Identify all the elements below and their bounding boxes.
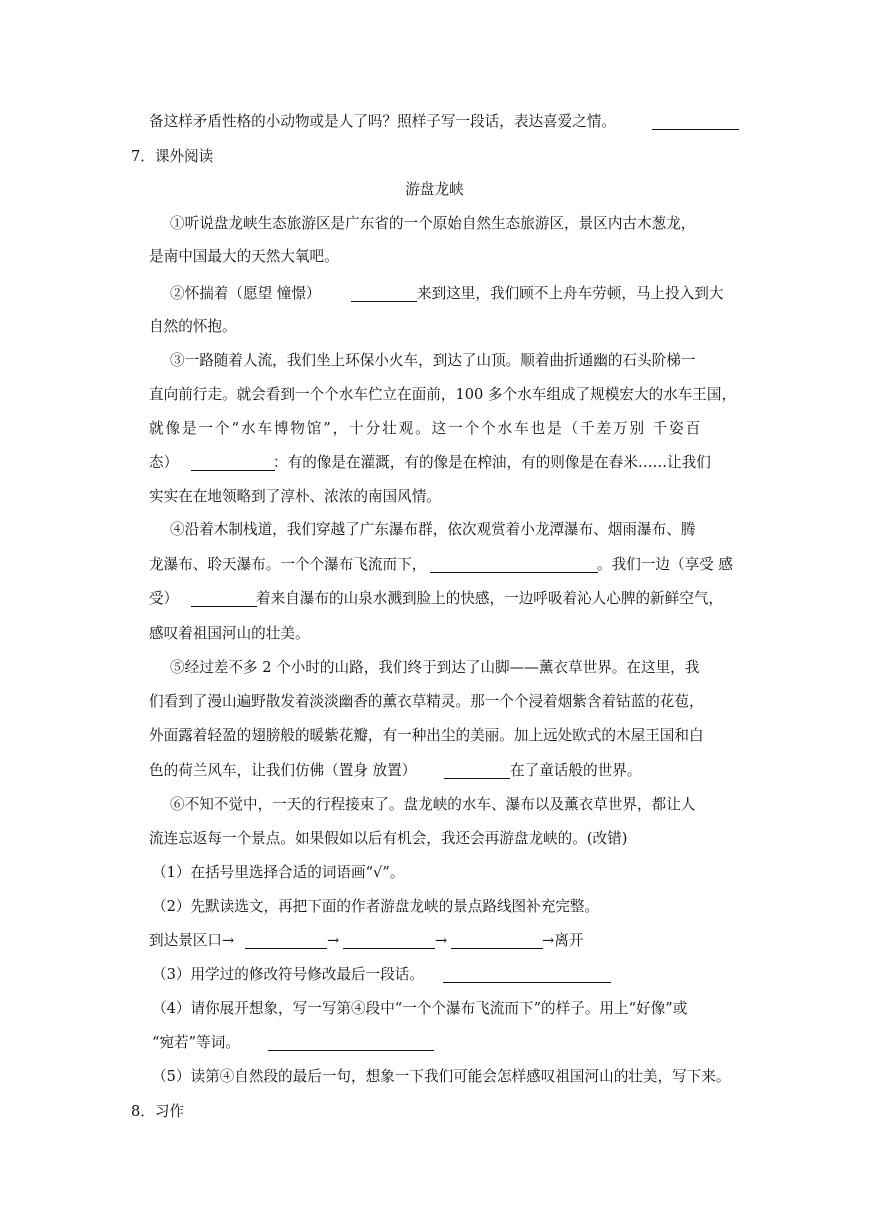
text-line xyxy=(0,347,869,375)
text-line xyxy=(0,688,869,716)
question-number-8: 8．习作 xyxy=(131,1103,185,1120)
text-line xyxy=(0,585,869,613)
text-segment: （3）用学过的修改符号修改最后一段话。 xyxy=(152,966,424,983)
sub-question-1 xyxy=(0,859,869,887)
answer-blank[interactable] xyxy=(191,605,257,607)
sub-question-3 xyxy=(0,961,869,989)
text-segment: 是南中国最大的天然大氧吧。 xyxy=(149,248,339,265)
answer-blank[interactable] xyxy=(351,300,417,302)
arrow-icon: → xyxy=(327,932,340,949)
route-end: →离开 xyxy=(542,932,584,949)
text-line xyxy=(0,210,869,238)
text-line xyxy=(0,825,869,853)
text-segment: （5）读第④自然段的最后一句，想象一下我们可能会怎样感叹祖国河山的壮美，写下来。 xyxy=(152,1068,731,1085)
text-line xyxy=(0,551,869,579)
text-segment: 实实在在地领略到了淳朴、浓浓的南国风情。 xyxy=(149,488,441,505)
text-line xyxy=(0,243,869,271)
answer-blank[interactable] xyxy=(443,981,611,983)
route-blank-1[interactable] xyxy=(245,947,327,949)
text-segment: （4）请你展开想象，写一写第④段中“一个个瀑布飞流而下”的样子。用上“好像”或 xyxy=(152,1000,688,1017)
sub-question-2 xyxy=(0,893,869,921)
text-segment: （2）先默读选文，再把下面的作者游盘龙峡的景点路线图补充完整。 xyxy=(152,898,600,915)
text-segment: 直向前行走。就会看到一个个水车伫立在面前，100 多个水车组成了规模宏大的水车王国， xyxy=(149,386,737,403)
text-segment: 着来自瀑布的山泉水溅到脸上的快感，一边呼吸着沁人心脾的新鲜空气， xyxy=(256,590,724,607)
question-heading xyxy=(0,1098,869,1126)
text-segment: （1）在括号里选择合适的词语画“√”。 xyxy=(152,864,405,881)
text-line xyxy=(0,791,869,819)
text-line xyxy=(0,280,869,308)
text-segment: 来到这里，我们顾不上舟车劳顿，马上投入到大 xyxy=(417,285,724,302)
text-segment: ①听说盘龙峡生态旅游区是广东省的一个原始自然生态旅游区，景区内古木葱龙， xyxy=(170,215,696,232)
answer-blank[interactable] xyxy=(652,128,739,130)
text-segment: ⑤经过差不多 2 个小时的山路，我们终于到达了山脚——薰衣草世界。在这里，我 xyxy=(170,659,700,676)
text-segment: 在了童话般的世界。 xyxy=(510,762,642,779)
text-segment: 感叹着祖国河山的壮美。 xyxy=(149,625,310,642)
text-line xyxy=(0,516,869,544)
text-segment: 色的荷兰风车，让我们仿佛（置身 放置） xyxy=(149,762,417,779)
text-line xyxy=(0,654,869,682)
text-segment: 外面露着轻盈的翅膀般的暖紫花瓣，有一种出尘的美丽。加上远处欧式的木屋王国和白 xyxy=(149,727,704,744)
text-line xyxy=(0,1029,869,1057)
answer-blank[interactable] xyxy=(268,1049,434,1051)
route-start: 到达景区口→ xyxy=(149,932,235,949)
text-line xyxy=(0,415,869,443)
text-line xyxy=(0,722,869,750)
passage-title xyxy=(0,176,869,204)
text-segment: 。我们一边（享受 感 xyxy=(597,556,733,573)
text-line xyxy=(0,757,869,785)
text-segment: 备这样矛盾性格的小动物或是人了吗？照样子写一段话，表达喜爱之情。 xyxy=(149,113,617,130)
sub-question-5 xyxy=(0,1063,869,1091)
text-segment: ：有的像是在灌溉，有的像是在榨油，有的则像是在舂米……让我们 xyxy=(273,454,711,471)
text-segment: 自然的怀抱。 xyxy=(149,318,237,335)
text-segment: ⑥不知不觉中，一天的行程接束了。盘龙峡的水车、瀑布以及薰衣草世界，都让人 xyxy=(170,796,696,813)
text-segment: “宛若”等词。 xyxy=(152,1034,240,1051)
passage-title-text: 游盘龙峡 xyxy=(405,181,464,198)
arrow-icon: → xyxy=(435,932,448,949)
answer-blank[interactable] xyxy=(444,777,510,779)
answer-blank[interactable] xyxy=(191,469,275,471)
text-segment: ②怀揣着（愿望 憧憬） xyxy=(170,285,321,302)
text-line xyxy=(0,108,869,136)
text-segment: 就像是一个“水车博物馆”，十分壮观。这一个个水车也是（千差万别 千姿百 xyxy=(149,420,703,437)
text-segment: ④沿着木制栈道，我们穿越了广东瀑布群，依次观赏着小龙潭瀑布、烟雨瀑布、腾 xyxy=(170,521,696,538)
text-line xyxy=(0,313,869,341)
text-line xyxy=(0,483,869,511)
text-segment: 态） xyxy=(149,454,179,471)
text-line xyxy=(0,381,869,409)
answer-blank[interactable] xyxy=(430,571,598,573)
route-blank-2[interactable] xyxy=(343,947,435,949)
route-blank-3[interactable] xyxy=(451,947,543,949)
sub-question-4 xyxy=(0,995,869,1023)
question-number-7: 7．课外阅读 xyxy=(131,148,214,165)
text-segment: 龙瀑布、聆天瀑布。一个个瀑布飞流而下， xyxy=(149,556,427,573)
route-diagram xyxy=(0,927,869,955)
text-line xyxy=(0,449,869,477)
question-heading xyxy=(0,143,869,171)
text-segment: 们看到了漫山遍野散发着淡淡幽香的薰衣草精灵。那一个个浸着烟紫含着钴蓝的花苞， xyxy=(149,693,704,710)
text-segment: 流连忘返每一个景点。如果假如以后有机会，我还会再游盘龙峡的。(改错) xyxy=(149,830,628,847)
text-line xyxy=(0,620,869,648)
text-segment: ③一路随着人流，我们坐上环保小火车，到达了山顶。顺着曲折通幽的石头阶梯一 xyxy=(170,352,696,369)
text-segment: 受） xyxy=(149,590,179,607)
